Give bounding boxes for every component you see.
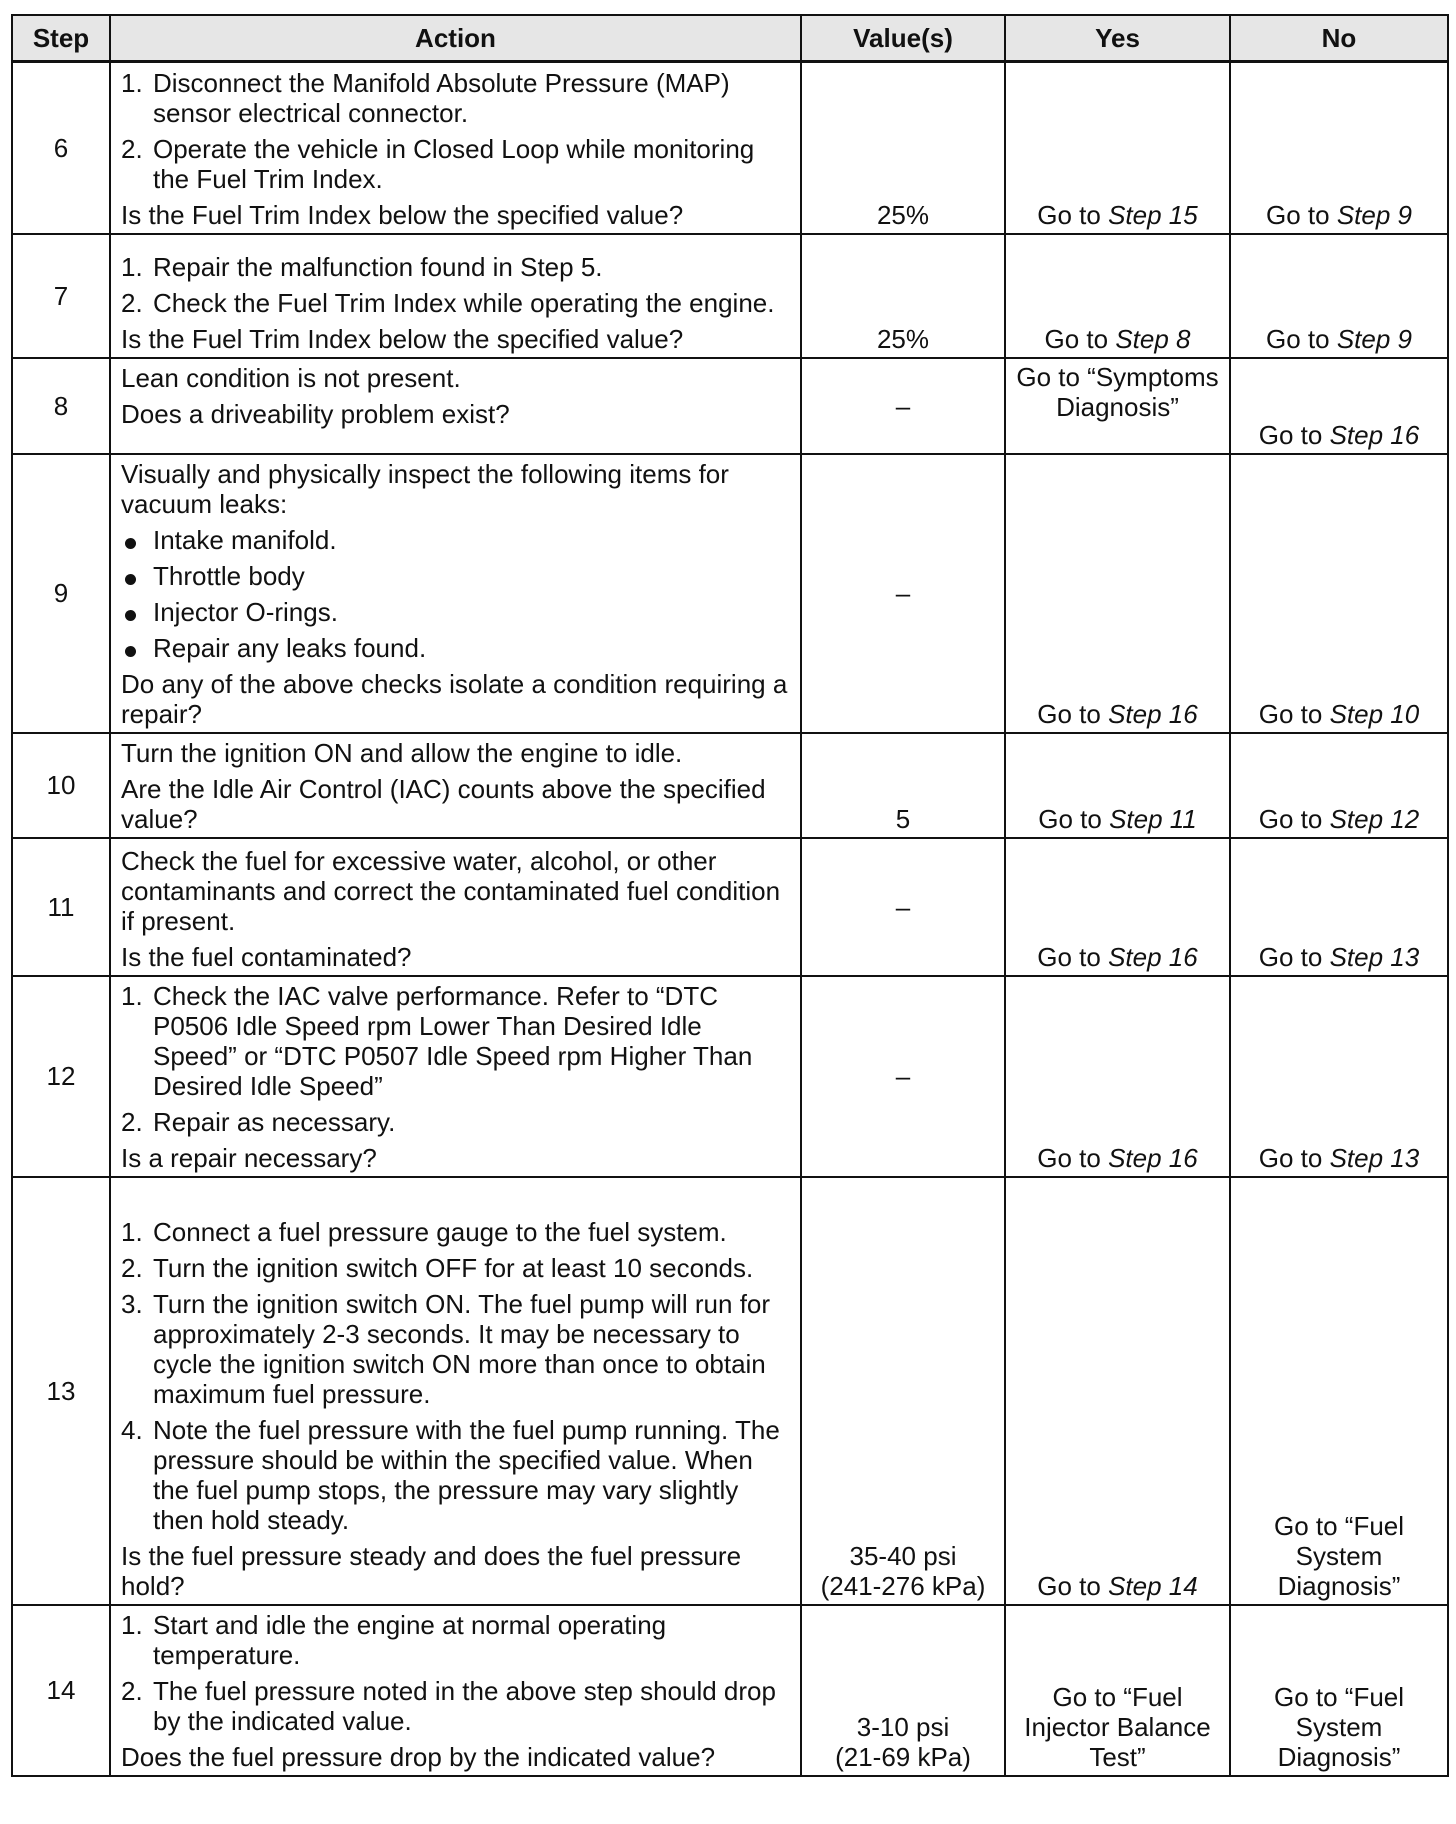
table-row <box>12 454 1448 733</box>
yes-cell <box>1005 733 1230 838</box>
no-prefix: Go to <box>1258 941 1330 972</box>
yes-prefix: Go to <box>1037 1142 1109 1173</box>
bullet-item <box>121 597 792 627</box>
table-row <box>12 62 1448 234</box>
step-number: 14 <box>12 1605 110 1776</box>
item-text: Check the IAC valve performance. Refer to “DTC P0506 Idle Speed rpm Lower Than Desired Idle Speed” or “DTC P0507 Idle Speed rpm Higher Than Desired Idle Speed” <box>153 980 753 1101</box>
no-prefix: Go to <box>1266 323 1337 354</box>
header-no: No <box>1230 15 1448 62</box>
value-cell <box>801 1177 1005 1605</box>
step-number: 7 <box>12 234 110 358</box>
item-text: Operate the vehicle in Closed Loop while monitoring the Fuel Trim Index. <box>153 133 755 194</box>
item-marker: 4. <box>121 1414 143 1445</box>
yes-step-ref: Step 14 <box>1108 1570 1198 1601</box>
item-marker: 1. <box>121 67 143 98</box>
item-text: Check the Fuel Trim Index while operating the engine. <box>153 287 775 318</box>
item-marker: 2. <box>121 1675 143 1706</box>
item-text: Disconnect the Manifold Absolute Pressure (MAP) sensor electrical connector. <box>153 67 730 128</box>
diagnostic-table <box>11 14 1449 1777</box>
yes-step-ref: Step 15 <box>1108 199 1198 230</box>
no-prefix: Go to <box>1258 698 1330 729</box>
action-cell <box>110 454 801 733</box>
table-row <box>12 1177 1448 1605</box>
yes-prefix: Go to <box>1037 698 1109 729</box>
table-row <box>12 733 1448 838</box>
no-cell <box>1230 454 1448 733</box>
item-marker: 1. <box>121 1216 143 1247</box>
action-item <box>121 1107 792 1137</box>
yes-step-ref: Step 8 <box>1115 323 1191 354</box>
step-number: 10 <box>12 733 110 838</box>
value-primary: 3-10 psi <box>856 1711 950 1742</box>
header-yes: Yes <box>1005 15 1230 62</box>
yes-cell <box>1005 234 1230 358</box>
header-step: Step <box>12 15 110 62</box>
item-text: Repair the malfunction found in Step 5. <box>153 251 603 282</box>
value-secondary: (241-276 kPa) <box>820 1570 986 1601</box>
action-cell <box>110 62 801 234</box>
no-cell <box>1230 234 1448 358</box>
item-marker: 2. <box>121 1252 143 1283</box>
table-row <box>12 358 1448 454</box>
yes-cell: Go to “Symptoms Diagnosis” <box>1005 358 1230 454</box>
action-question: Is the fuel contaminated? <box>121 941 412 972</box>
item-marker: 2. <box>121 287 143 318</box>
yes-step-ref: Step 16 <box>1108 698 1198 729</box>
no-step-ref: Step 13 <box>1329 941 1420 972</box>
bullet-icon <box>125 610 136 621</box>
yes-cell <box>1005 62 1230 234</box>
value-cell: 25% <box>801 234 1005 358</box>
action-item <box>121 1610 792 1670</box>
action-item <box>121 288 792 318</box>
step-number: 6 <box>12 62 110 234</box>
action-line: Check the fuel for excessive water, alcohol, or other contaminants and correct the contaminated fuel condition if present. <box>121 845 781 936</box>
value-cell: – <box>801 358 1005 454</box>
item-text: Connect a fuel pressure gauge to the fuel system. <box>153 1216 727 1247</box>
action-cell <box>110 976 801 1177</box>
step-number: 12 <box>12 976 110 1177</box>
action-question: Is the Fuel Trim Index below the specified value? <box>121 323 684 354</box>
yes-prefix: Go to <box>1044 323 1116 354</box>
bullet-item <box>121 561 792 591</box>
no-step-ref: Step 9 <box>1336 323 1412 354</box>
action-question: Does the fuel pressure drop by the indicated value? <box>121 1741 716 1772</box>
bullet-text: Throttle body <box>153 560 305 591</box>
action-cell <box>110 838 801 976</box>
action-question: Is a repair necessary? <box>121 1142 377 1173</box>
bullet-text: Intake manifold. <box>153 524 337 555</box>
table-row <box>12 838 1448 976</box>
header-action: Action <box>110 15 801 62</box>
table-row <box>12 1605 1448 1776</box>
no-cell <box>1230 733 1448 838</box>
item-text: Start and idle the engine at normal operating temperature. <box>153 1609 667 1670</box>
yes-prefix: Go to <box>1037 941 1109 972</box>
action-item <box>121 1217 792 1247</box>
yes-step-ref: Step 16 <box>1108 1142 1198 1173</box>
yes-prefix: Go to <box>1037 199 1109 230</box>
action-item <box>121 1676 792 1736</box>
yes-step-ref: Step 16 <box>1108 941 1198 972</box>
no-cell <box>1230 838 1448 976</box>
value-cell: 25% <box>801 62 1005 234</box>
table-row <box>12 234 1448 358</box>
yes-prefix: Go to <box>1037 1570 1109 1601</box>
action-item <box>121 252 792 282</box>
bullet-icon <box>125 574 136 585</box>
action-intro: Visually and physically inspect the following items for vacuum leaks: <box>121 458 729 519</box>
item-text: Note the fuel pressure with the fuel pump running. The pressure should be within the specified value. When the fuel pump stops, the pressure may vary slightly then hold steady. <box>153 1414 780 1535</box>
no-step-ref: Step 12 <box>1329 803 1420 834</box>
yes-cell <box>1005 838 1230 976</box>
bullet-text: Repair any leaks found. <box>153 632 427 663</box>
bullet-text: Injector O-rings. <box>153 596 338 627</box>
no-step-ref: Step 13 <box>1329 1142 1420 1173</box>
value-primary: 35-40 psi <box>849 1540 957 1571</box>
no-cell: Go to “Fuel System Diagnosis” <box>1230 1177 1448 1605</box>
no-cell <box>1230 62 1448 234</box>
value-secondary: (21-69 kPa) <box>835 1741 971 1772</box>
item-marker: 2. <box>121 133 143 164</box>
table-row <box>12 976 1448 1177</box>
value-cell: – <box>801 976 1005 1177</box>
action-cell <box>110 358 801 454</box>
action-line: Turn the ignition ON and allow the engine to idle. <box>121 737 683 768</box>
step-number: 9 <box>12 454 110 733</box>
no-cell: Go to “Fuel System Diagnosis” <box>1230 1605 1448 1776</box>
bullet-icon <box>125 646 136 657</box>
yes-prefix: Go to <box>1038 803 1110 834</box>
no-prefix: Go to <box>1258 419 1330 450</box>
no-step-ref: Step 9 <box>1336 199 1412 230</box>
value-cell: – <box>801 838 1005 976</box>
action-cell <box>110 1177 801 1605</box>
diagnostic-table-page <box>11 14 1447 1777</box>
value-cell: – <box>801 454 1005 733</box>
step-number: 13 <box>12 1177 110 1605</box>
action-question: Is the Fuel Trim Index below the specified value? <box>121 199 684 230</box>
value-cell <box>801 1605 1005 1776</box>
bullet-item <box>121 525 792 555</box>
header-row <box>12 15 1448 62</box>
step-number: 8 <box>12 358 110 454</box>
no-prefix: Go to <box>1258 803 1330 834</box>
action-item <box>121 68 792 128</box>
action-question: Does a driveability problem exist? <box>121 398 510 429</box>
action-cell <box>110 1605 801 1776</box>
action-question: Do any of the above checks isolate a condition requiring a repair? <box>121 668 788 729</box>
yes-cell <box>1005 976 1230 1177</box>
value-cell: 5 <box>801 733 1005 838</box>
item-text: The fuel pressure noted in the above step should drop by the indicated value. <box>153 1675 776 1736</box>
yes-cell <box>1005 1177 1230 1605</box>
step-number: 11 <box>12 838 110 976</box>
item-text: Turn the ignition switch ON. The fuel pump will run for approximately 2-3 seconds. It may be necessary to cycle the ignition switch ON more than once to obtain maximum fuel pressure. <box>153 1288 771 1409</box>
yes-cell: Go to “Fuel Injector Balance Test” <box>1005 1605 1230 1776</box>
item-text: Turn the ignition switch OFF for at least 10 seconds. <box>153 1252 754 1283</box>
bullet-item <box>121 633 792 663</box>
action-item <box>121 134 792 194</box>
item-marker: 1. <box>121 251 143 282</box>
action-question: Are the Idle Air Control (IAC) counts above the specified value? <box>121 773 766 834</box>
header-values: Value(s) <box>801 15 1005 62</box>
action-item <box>121 1253 792 1283</box>
action-item <box>121 1415 792 1535</box>
action-line: Lean condition is not present. <box>121 362 461 393</box>
item-text: Repair as necessary. <box>153 1106 396 1137</box>
bullet-icon <box>125 538 136 549</box>
yes-step-ref: Step 11 <box>1109 803 1197 834</box>
no-cell <box>1230 358 1448 454</box>
no-cell <box>1230 976 1448 1177</box>
item-marker: 1. <box>121 980 143 1011</box>
item-marker: 3. <box>121 1288 143 1319</box>
no-step-ref: Step 10 <box>1329 698 1420 729</box>
no-step-ref: Step 16 <box>1329 419 1420 450</box>
item-marker: 2. <box>121 1106 143 1137</box>
no-prefix: Go to <box>1266 199 1337 230</box>
action-item <box>121 1289 792 1409</box>
action-item <box>121 981 792 1101</box>
item-marker: 1. <box>121 1609 143 1640</box>
action-question: Is the fuel pressure steady and does the fuel pressure hold? <box>121 1540 742 1601</box>
action-cell <box>110 234 801 358</box>
yes-cell <box>1005 454 1230 733</box>
no-prefix: Go to <box>1258 1142 1330 1173</box>
action-cell <box>110 733 801 838</box>
